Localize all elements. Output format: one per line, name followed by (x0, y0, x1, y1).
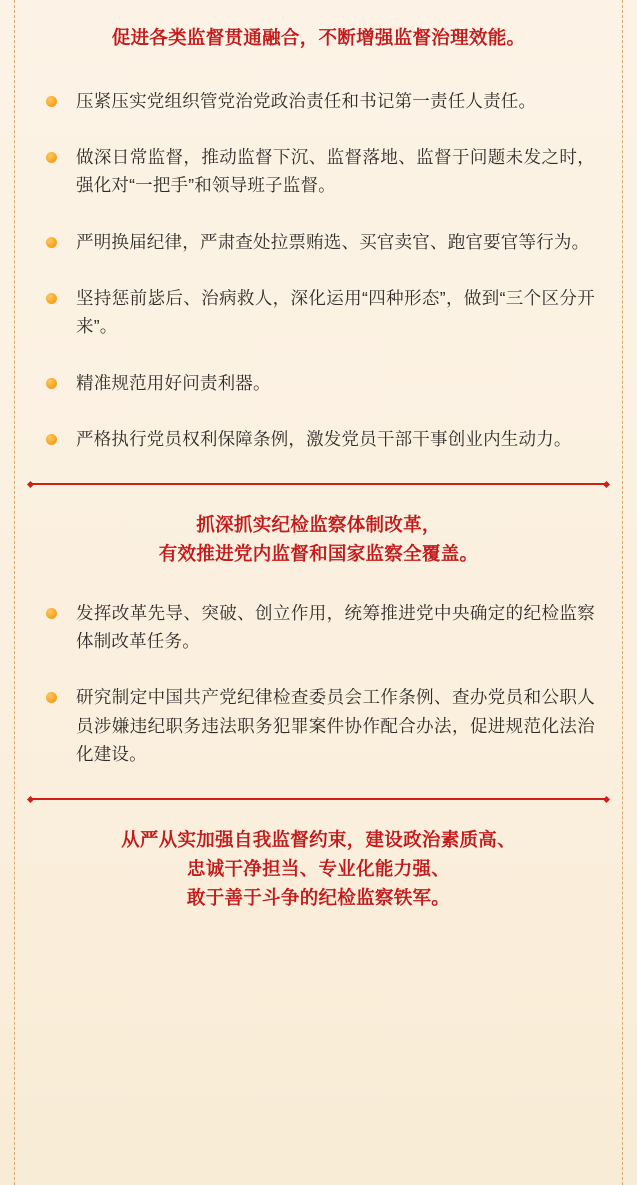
bullet-list (42, 87, 595, 454)
heading-line: 敢于善于斗争的纪检监察铁军。 (186, 886, 451, 908)
section-heading (42, 485, 595, 570)
bullet-list (42, 599, 595, 769)
list-item-text: 坚持惩前毖后、治病救人，深化运用“四种形态”，做到“三个区分开来”。 (76, 288, 595, 337)
bullet-dot-icon (46, 152, 57, 163)
list-item-text: 做深日常监督，推动监督下沉、监督落地、监督于问题未发之时，强化对“一把手”和领导班子监督。 (76, 147, 595, 196)
list-item-text: 压紧压实党组织管党治党政治责任和书记第一责任人责任。 (76, 90, 537, 111)
heading-line: 从严从实加强自我监督约束，建设政治素质高、 (121, 829, 516, 851)
section-inspection-reform (34, 485, 603, 800)
bullet-dot-icon (46, 293, 57, 304)
list-item (42, 683, 595, 768)
left-dashed-rail (14, 0, 15, 1185)
list-item (42, 425, 595, 453)
bullet-dot-icon (46, 237, 57, 248)
bullet-dot-icon (46, 378, 57, 389)
list-item (42, 87, 595, 115)
heading-line: 有效推进党内监督和国家监察全覆盖。 (158, 543, 479, 565)
list-item-text: 严格执行党员权利保障条例，激发党员干部干事创业内生动力。 (76, 429, 572, 450)
bullet-dot-icon (46, 96, 57, 107)
list-item-text: 发挥改革先导、突破、创立作用，统筹推进党中央确定的纪检监察体制改革任务。 (76, 602, 595, 652)
list-item (42, 369, 595, 397)
list-item (42, 143, 595, 200)
list-item-text: 研究制定中国共产党纪律检查委员会工作条例、查办党员和公职人员涉嫌违纪职务违法职务犯罪案件协作配合办法，促进规范化法治化建设。 (76, 687, 595, 765)
list-item-text: 精准规范用好问责利器。 (76, 372, 271, 393)
list-item (42, 228, 595, 256)
bullet-dot-icon (46, 434, 57, 445)
list-item (42, 599, 595, 656)
section-heading (42, 0, 595, 59)
heading-line: 忠诚干净担当、专业化能力强、 (186, 858, 451, 880)
heading-line: 抓深抓实纪检监察体制改革， (196, 514, 441, 536)
heading-line: 促进各类监督贯通融合，不断增强监督治理效能。 (111, 27, 526, 48)
list-item (42, 284, 595, 341)
section-supervision-integration (34, 0, 603, 485)
list-item-text: 严明换届纪律，严肃查处拉票贿选、买官卖官、跑官要官等行为。 (76, 231, 590, 252)
section-self-supervision (34, 800, 603, 936)
bullet-dot-icon (46, 692, 57, 703)
section-heading (42, 800, 595, 914)
right-dashed-rail (622, 0, 623, 1185)
bullet-dot-icon (46, 608, 57, 619)
